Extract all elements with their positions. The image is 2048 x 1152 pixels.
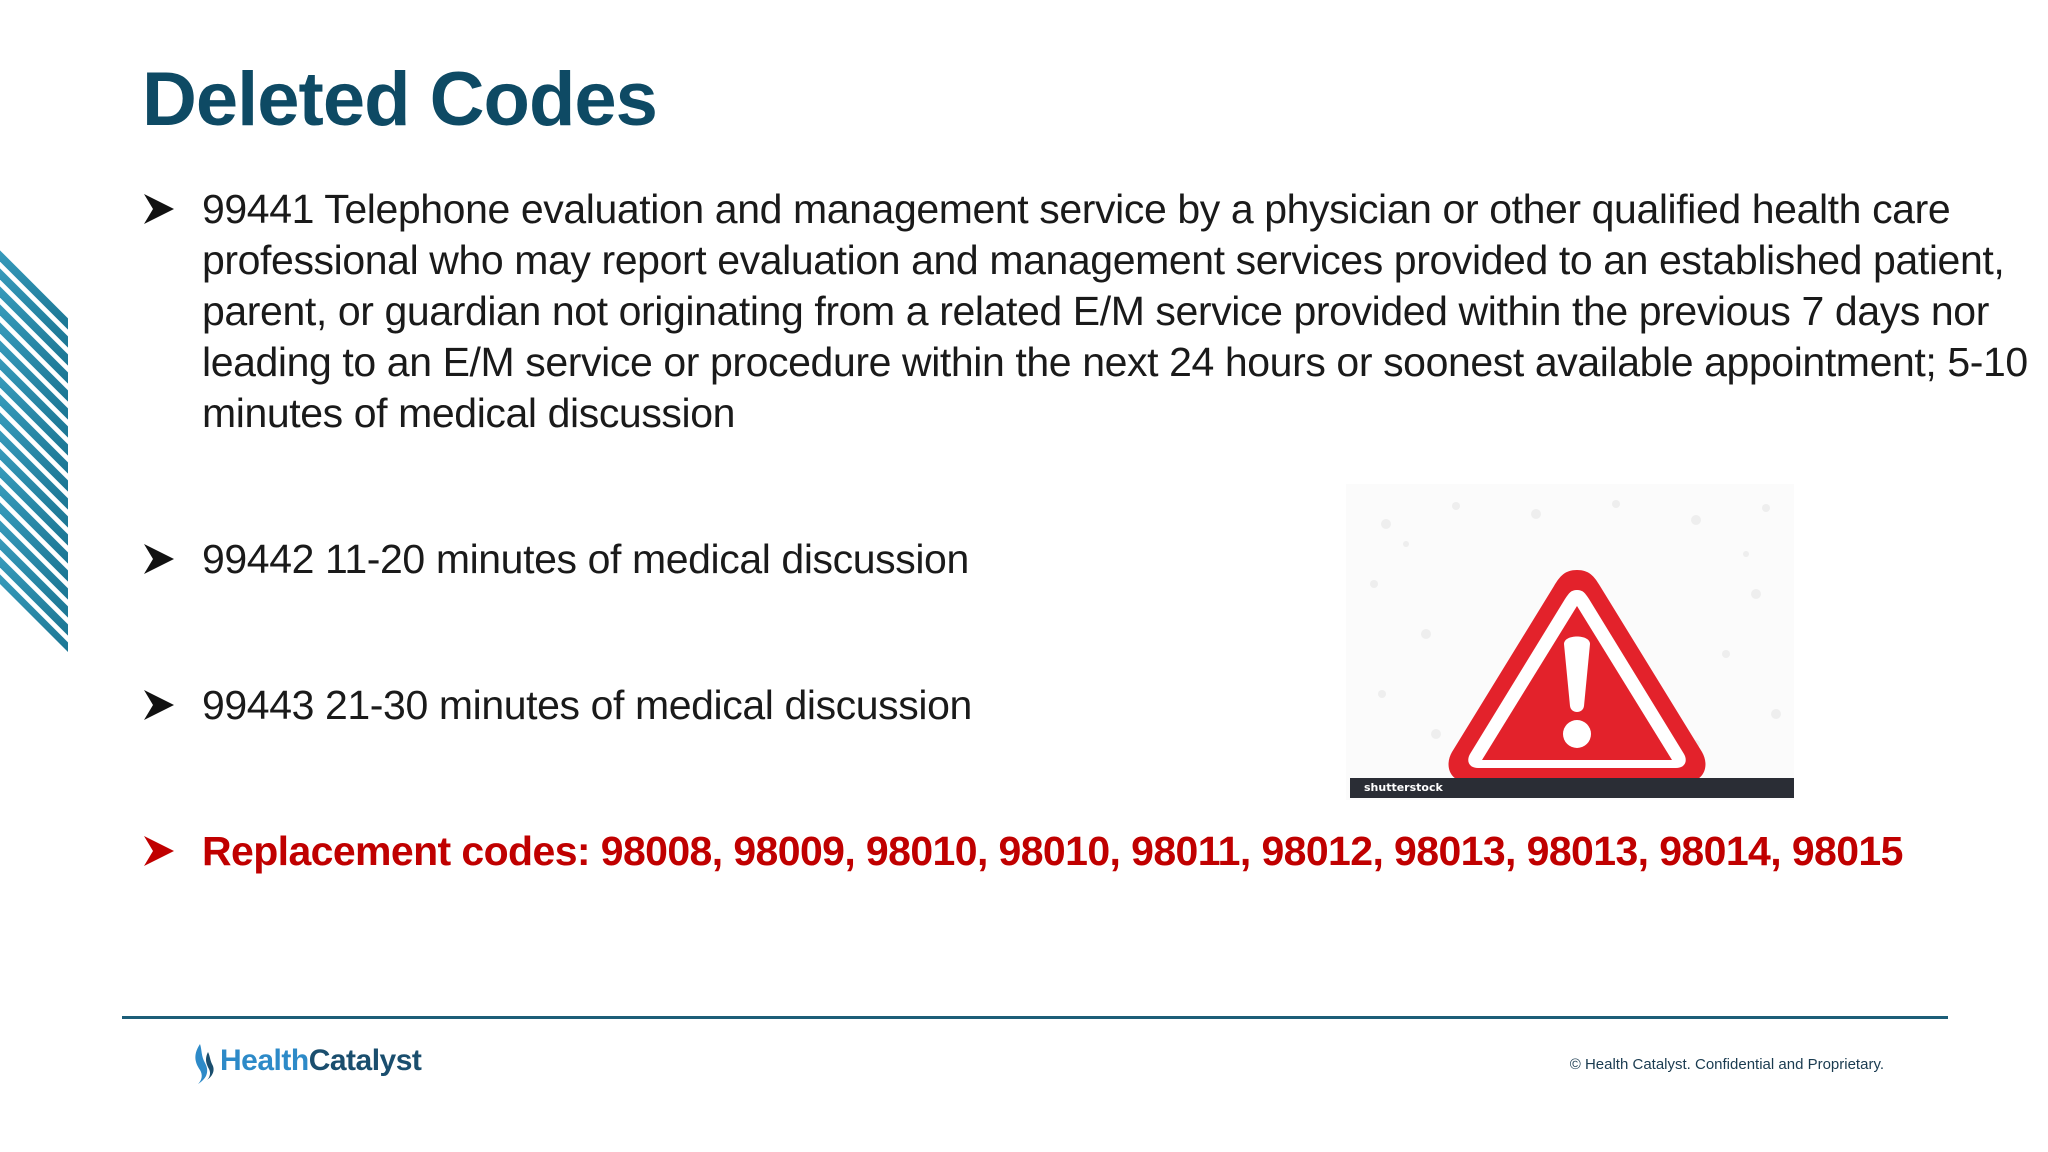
warning-triangle-icon [1442, 556, 1712, 796]
bullet-text: 99441 Telephone evaluation and management service by a physician or other qualified health care professional who may report evaluation and management services provided to an established patient, parent, or guardian not originating from a related E/M service provided within the previous 7 days nor leading to an E/M service or procedure within the next 24 hours or soonest available appointment; 5-10 minutes of medical discussion [202, 186, 2028, 436]
arrowhead-icon [142, 192, 176, 226]
logo-wordmark [220, 1044, 421, 1078]
arrowhead-icon [142, 688, 176, 722]
slide-title: Deleted Codes [142, 57, 657, 142]
watermark-text: shutterstock [1364, 781, 1443, 794]
bullet-text: 99443 21-30 minutes of medical discussion [202, 682, 972, 728]
bullet-text: 99442 11-20 minutes of medical discussion [202, 536, 969, 582]
logo-word-health: Health [220, 1044, 309, 1077]
copyright-notice: © Health Catalyst. Confidential and Proprietary. [1569, 1056, 1884, 1073]
flame-logo-icon [190, 1042, 216, 1086]
arrowhead-icon [142, 542, 176, 576]
warning-image [1346, 484, 1794, 800]
logo-word-catalyst: Catalyst [308, 1044, 422, 1077]
footer-divider [122, 1016, 1948, 1019]
decorative-stripes [0, 216, 68, 652]
watermark-bar [1350, 778, 1794, 798]
arrowhead-icon [142, 834, 176, 868]
bullet-text-replacement-codes: Replacement codes: 98008, 98009, 98010, 98010, 98011, 98012, 98013, 98013, 98014, 98015 [202, 828, 1903, 874]
